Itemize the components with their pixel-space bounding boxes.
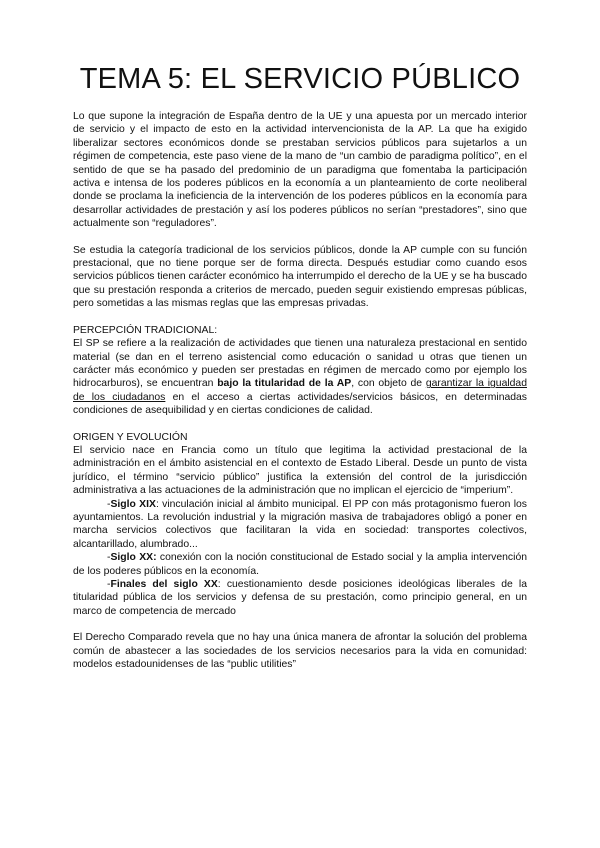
origen-paragraph: El servicio nace en Francia como un título que legitima la actividad prestacional de la administración en el ámbito asistencial en el contexto de Estado Liberal. Desde un punto de vista jurídico, el término “servicio público” justifica la extensión del control de la jurisdicción administrativa a las actuaciones de la administración que no implican el ejercicio de “imperium”. [73,444,527,497]
intro-paragraph-2: Se estudia la categoría tradicional de los servicios públicos, donde la AP cumple con su función prestacional, que no tiene porque ser de forma directa. Después estudiar como cuando esos servicios públicos tienen carácter económico ha interrumpido el derecho de la UE y se ha buscado que su prestación responda a criterios de mercado, pueden seguir existiendo empresas públicas, pero sometidas a las mismas reglas que las empresas privadas. [73,244,527,310]
section-heading-origen: ORIGEN Y EVOLUCIÓN [73,431,188,443]
percepcion-text-b: , con objeto de [351,378,426,390]
origen-item-siglo-xix [73,498,527,552]
item-text: : cuestionamiento desde posiciones ideológicas liberales de la titularidad pública de los servicios y defensa de su prestación, como principio general, en un marco de competencia de mercado [73,579,528,617]
origen-item-finales-siglo-xx [73,578,527,618]
intro-paragraph-1: Lo que supone la integración de España dentro de la UE y una apuesta por un mercado interior de servicio y el impacto de esto en la actividad intervencionista de la AP. La que ha exigido liberalizar sectores económicos donde se prestaban servicios públicos para sujetarlos a un régimen de competencia, este paso viene de la mano de “un cambio de paradigma político”, en el sentido de que se ha pasado del predominio de un paradigma que fomentaba la participación activa e intensa de los poderes públicos en la economía a un planteamiento de corte neoliberal donde se proclama la ineficiencia de la intervención de los poderes públicos en la economía para desarrollar actividades de prestación y así los poderes públicos no serían “prestadores”, sino que actualmente son “reguladores”. [73,111,527,230]
item-dash: - [107,552,111,564]
page-title: TEMA 5: EL SERVICIO PÚBLICO [79,63,521,95]
item-label: Finales del siglo XX [110,579,218,590]
section-heading-percepcion: PERCEPCIÓN TRADICIONAL: [73,324,218,336]
item-dash: - [107,579,111,590]
percepcion-paragraph [73,337,527,417]
percepcion-bold-text: bajo la titularidad de la AP [217,378,352,390]
item-text: : vinculación inicial al ámbito municipal. El PP con más protagonismo fueron los ayuntamientos. La revolución industrial y la migración masiva de trabajadores obligó a poner en marcha servicios colectivos que facilitaran la vida en sociedad: transportes colectivos, alcantarillado, alumbrado... [73,498,527,550]
derecho-comparado-paragraph: El Derecho Comparado revela que no hay una única manera de afrontar la solución del problema común de abastecer a las sociedades de los servicios necesarios para la vida en comunidad: modelos estadounidenses de las “public utilities” [73,632,527,671]
percepcion-text-c: en el acceso a ciertas actividades/servicios básicos, en determinadas condiciones de asequibilidad y en ciertas condiciones de calidad. [73,391,528,417]
origen-item-siglo-xx [73,551,527,578]
item-text: conexión con la noción constitucional de Estado social y la amplia intervención de los poderes públicos en la economía. [73,552,527,577]
document-body [73,110,527,671]
item-dash: - [107,498,111,510]
item-label: Siglo XIX [110,498,156,510]
percepcion-text-a: El SP se refiere a la realización de actividades que tienen una naturaleza prestacional en sentido material (se dan en el terreno asistencial como educación o sanidad u otras que tienen un carácter más económico y pueden ser prestadas en régimen de mercado como por ejemplo los hidrocarburos), se encuentran [73,338,527,390]
percepcion-underlined-text: garantizar la igualdad de los ciudadanos [73,378,527,403]
item-label: Siglo XX: [110,552,157,564]
